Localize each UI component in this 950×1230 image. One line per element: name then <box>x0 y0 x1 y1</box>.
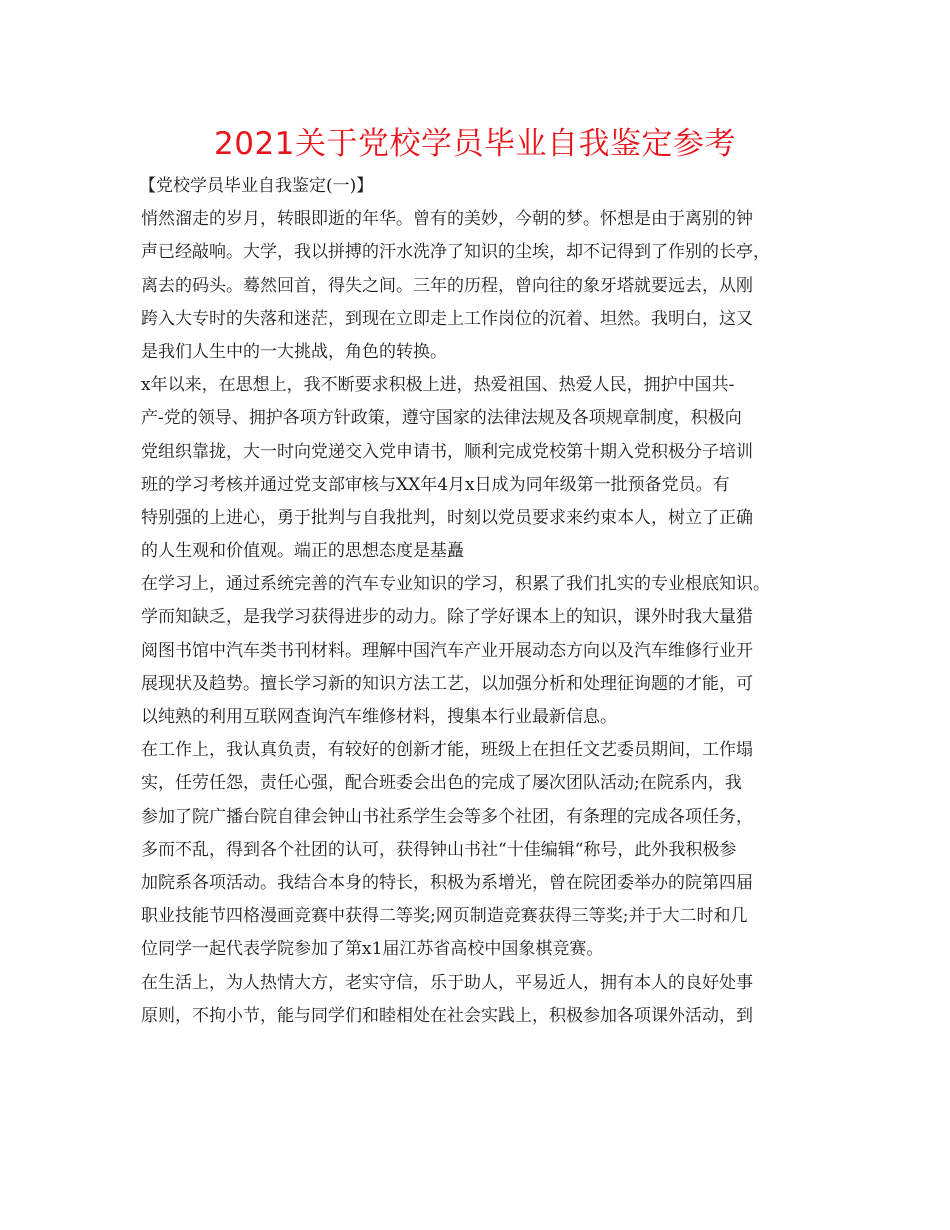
section-heading: 【党校学员毕业自我鉴定(一)】 <box>139 176 374 196</box>
body-line: 声已经敲响。大学，我以拼搏的汗水洗净了知识的尘埃，却不记得到了作别的长亭， <box>141 242 770 263</box>
body-line: 职业技能节四格漫画竞赛中获得二等奖;网页制造竞赛获得三等奖;并于大二时和几 <box>141 906 748 927</box>
body-line: x年以来，在思想上，我不断要求积极上进，热爱祖国、热爱人民，拥护中国共- <box>141 375 735 396</box>
body-line: 党组织靠拢，大一时向党递交入党申请书，顺利完成党校第十期入党积极分子培训 <box>141 441 753 462</box>
body-line: 的人生观和价值观。端正的思想态度是基矗 <box>141 541 464 562</box>
body-line: 班的学习考核并通过党支部审核与XX年4月x日成为同年级第一批预备党员。有 <box>141 474 730 495</box>
document-body <box>141 170 829 1033</box>
body-line: 跨入大专时的失落和迷茫，到现在立即走上工作岗位的沉着、坦然。我明白，这又 <box>141 308 753 329</box>
body-line: 展现状及趋势。擅长学习新的知识方法工艺，以加强分析和处理征询题的才能，可 <box>141 673 753 694</box>
body-line: 在工作上，我认真负责，有较好的创新才能，班级上在担任文艺委员期间，工作塌 <box>141 740 753 761</box>
body-line: 参加了院广播台院自律会钟山书社系学生会等多个社团，有条理的完成各项任务， <box>141 806 753 827</box>
document-title: 2021关于党校学员毕业自我鉴定参考 <box>214 126 736 162</box>
body-line: 特别强的上进心，勇于批判与自我批判，时刻以党员要求来约束本人，树立了正确 <box>141 507 753 528</box>
body-line: 原则，不拘小节，能与同学们和睦相处在社会实践上，积极参加各项课外活动，到 <box>141 1005 753 1026</box>
body-line: 多而不乱，得到各个社团的认可，获得钟山书社“十佳编辑“称号，此外我积极参 <box>141 839 737 860</box>
body-line: 实，任劳任怨，责任心强，配合班委会出色的完成了屡次团队活动;在院系内，我 <box>141 773 742 794</box>
body-line: 在生活上，为人热情大方，老实守信，乐于助人，平易近人，拥有本人的良好处事 <box>141 972 753 993</box>
body-line: 悄然溜走的岁月，转眼即逝的年华。曾有的美妙，今朝的梦。怀想是由于离别的钟 <box>141 209 753 230</box>
body-line: 以纯熟的利用互联网查询汽车维修材料，搜集本行业最新信息。 <box>141 707 617 727</box>
body-line: 离去的码头。蓦然回首，得失之间。三年的历程，曾向往的象牙塔就要远去，从刚 <box>141 275 753 296</box>
body-line: 是我们人生中的一大挑战，角色的转换。 <box>141 341 447 362</box>
body-line: 阅图书馆中汽车类书刊材料。理解中国汽车产业开展动态方向以及汽车维修行业开 <box>141 640 753 661</box>
body-line: 学而知缺乏，是我学习获得进步的动力。除了学好课本上的知识，课外时我大量猎 <box>141 607 753 628</box>
body-line: 在学习上，通过系统完善的汽车专业知识的学习，积累了我们扎实的专业根底知识。 <box>141 574 770 595</box>
body-line: 位同学一起代表学院参加了第x1届江苏省高校中国象棋竞赛。 <box>141 939 604 960</box>
body-line: 加院系各项活动。我结合本身的特长，积极为系增光，曾在院团委举办的院第四届 <box>141 872 753 893</box>
body-line: 产-党的领导、拥护各项方针政策，遵守国家的法律法规及各项规章制度，积极向 <box>141 408 742 429</box>
